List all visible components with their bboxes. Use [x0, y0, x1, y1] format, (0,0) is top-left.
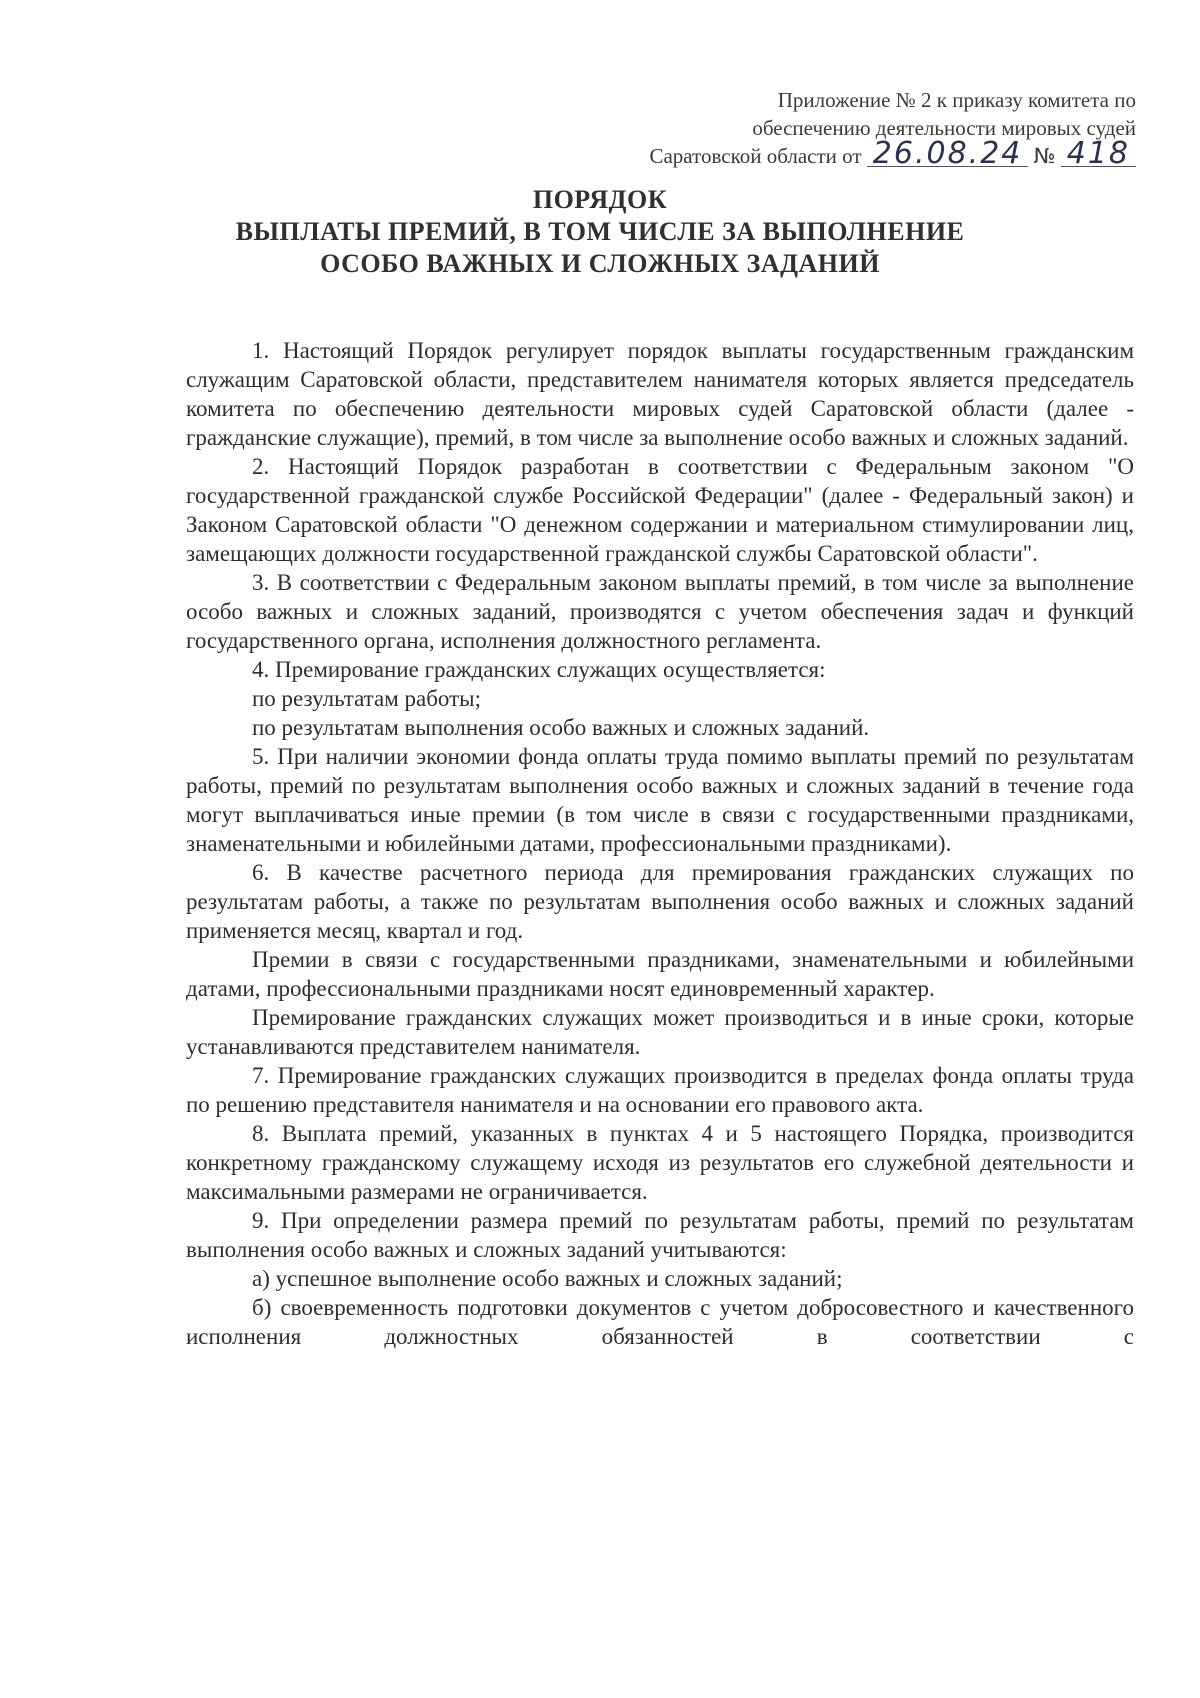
paragraph-9: 9. При определении размера премий по результатам работы, премий по результатам выполнения особо важных и сложных заданий учитываются:: [186, 1208, 1134, 1262]
appendix-header: [649, 86, 1136, 170]
paragraph-4: 4. Премирование гражданских служащих осуществляется:: [252, 657, 826, 682]
title-line-2: ВЫПЛАТЫ ПРЕМИЙ, В ТОМ ЧИСЛЕ ЗА ВЫПОЛНЕНИЕ: [235, 217, 965, 246]
document-title: [0, 184, 1200, 280]
title-line-3: ОСОБО ВАЖНЫХ И СЛОЖНЫХ ЗАДАНИЙ: [320, 249, 880, 278]
handwritten-date: 26.08.24: [867, 142, 1029, 167]
appendix-line-3-prefix: Саратовской области от: [649, 144, 862, 168]
paragraph-5: 5. При наличии экономии фонда оплаты труда помимо выплаты премий по результатам работы, премий по результатам выполнения особо важных и сложных заданий в течение года могут выплачиваться иные премии (в том числе в связи с государственными праздниками, знаменательными и юбилейными датами, профессиональными праздниками).: [186, 744, 1134, 856]
paragraph-6-holidays: Премии в связи с государственными праздниками, знаменательными и юбилейными датами, профессиональными праздниками носят единовременный характер.: [186, 947, 1134, 1001]
paragraph-4-item-2: по результатам выполнения особо важных и сложных заданий.: [252, 715, 870, 740]
paragraph-6: 6. В качестве расчетного периода для премирования гражданских служащих по результатам работы, а также по результатам выполнения особо важных и сложных заданий применяется месяц, квартал и год.: [186, 860, 1134, 943]
paragraph-1: 1. Настоящий Порядок регулирует порядок выплаты государственным гражданским служащим Саратовской области, представителем нанимателя которых является председатель комитета по обеспечению деятельности мировых судей Саратовской области (далее - гражданские служащие), премий, в том числе за выполнение особо важных и сложных заданий.: [186, 338, 1134, 450]
document-body: [186, 336, 1134, 1351]
appendix-line-1: Приложение № 2 к приказу комитета по: [777, 88, 1136, 112]
paragraph-9-item-a: а) успешное выполнение особо важных и сложных заданий;: [252, 1266, 843, 1291]
handwritten-number: 418: [1061, 142, 1136, 167]
title-line-1: ПОРЯДОК: [532, 185, 668, 214]
appendix-line-2: обеспечению деятельности мировых судей: [752, 116, 1136, 140]
paragraph-7: 7. Премирование гражданских служащих производится в пределах фонда оплаты труда по решению представителя нанимателя и на основании его правового акта.: [186, 1063, 1134, 1117]
paragraph-2: 2. Настоящий Порядок разработан в соответствии с Федеральным законом "О государственной гражданской службе Российской Федерации" (далее - Федеральный закон) и Законом Саратовской области "О денежном содержании и материальном стимулировании лиц, замещающих должности государственной гражданской службы Саратовской области".: [186, 454, 1134, 566]
paragraph-6-other-terms: Премирование гражданских служащих может производиться и в иные сроки, которые устанавливаются представителем нанимателя.: [186, 1005, 1134, 1059]
paragraph-3: 3. В соответствии с Федеральным законом выплаты премий, в том числе за выполнение особо важных и сложных заданий, производятся с учетом обеспечения задач и функций государственного органа, исполнения должностного регламента.: [186, 570, 1134, 653]
number-sign: №: [1033, 144, 1056, 168]
appendix-line-3: [649, 136, 1136, 171]
paragraph-9-item-b: б) своевременность подготовки документов с учетом добросовестного и качественного исполнения должностных обязанностей в соответствии с: [186, 1295, 1134, 1349]
paragraph-8: 8. Выплата премий, указанных в пунктах 4 и 5 настоящего Порядка, производится конкретному гражданскому служащему исходя из результатов его служебной деятельности и максимальными размерами не ограничивается.: [186, 1121, 1134, 1204]
paragraph-4-item-1: по результатам работы;: [252, 686, 482, 711]
